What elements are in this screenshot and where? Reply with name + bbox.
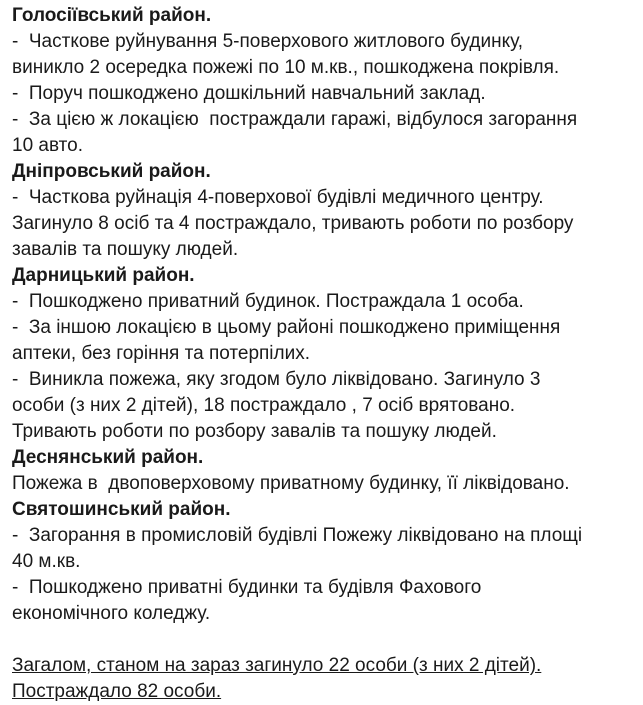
report-line: Пожежа в двоповерховому приватному будинку, її ліквідовано.	[12, 473, 570, 494]
district-heading: Дніпровський район.	[12, 161, 211, 182]
report-line: завалів та пошуку людей.	[12, 239, 239, 260]
report-line: - Загорання в промисловій будівлі Пожежу ліквідовано на площі	[12, 525, 583, 546]
report-line: - Пошкоджено приватний будинок. Постраждала 1 особа.	[12, 291, 524, 312]
summary-line: Постраждало 82 особи.	[12, 681, 222, 702]
report-line: 40 м.кв.	[12, 551, 81, 572]
report-line: економічного коледжу.	[12, 603, 211, 624]
report-line: - Пошкоджено приватні будинки та будівля Фахового	[12, 577, 482, 598]
district-heading: Голосіївський район.	[12, 5, 212, 26]
district-heading: Деснянський район.	[12, 447, 204, 468]
report-line: - Часткова руйнація 4-поверхової будівлі медичного центру.	[12, 187, 544, 208]
report-line: Загинуло 8 осіб та 4 постраждало, тривають роботи по розбору	[12, 213, 574, 234]
report-line: - За цією ж локацією постраждали гаражі, відбулося загорання	[12, 109, 578, 130]
report-line: Тривають роботи по розбору завалів та пошуку людей.	[12, 421, 497, 442]
report-line: особи (з них 2 дітей), 18 постраждало , 7 осіб врятовано.	[12, 395, 516, 416]
report-line: виникло 2 осередка пожежі по 10 м.кв., пошкоджена покрівля.	[12, 57, 560, 78]
report-line: аптеки, без горіння та потерпілих.	[12, 343, 311, 364]
report-line: - За іншою локацією в цьому районі пошкоджено приміщення	[12, 317, 561, 338]
report-line: 10 авто.	[12, 135, 83, 156]
report-line: - Виникла пожежа, яку згодом було ліквідовано. Загинуло 3	[12, 369, 541, 390]
report-line: - Поруч пошкоджено дошкільний навчальний заклад.	[12, 83, 486, 104]
district-heading: Дарницький район.	[12, 265, 195, 286]
report-line: - Часткове руйнування 5-поверхового житлового будинку,	[12, 31, 524, 52]
summary-line: Загалом, станом на зараз загинуло 22 особи (з них 2 дітей).	[12, 655, 542, 676]
district-heading: Святошинський район.	[12, 499, 231, 520]
